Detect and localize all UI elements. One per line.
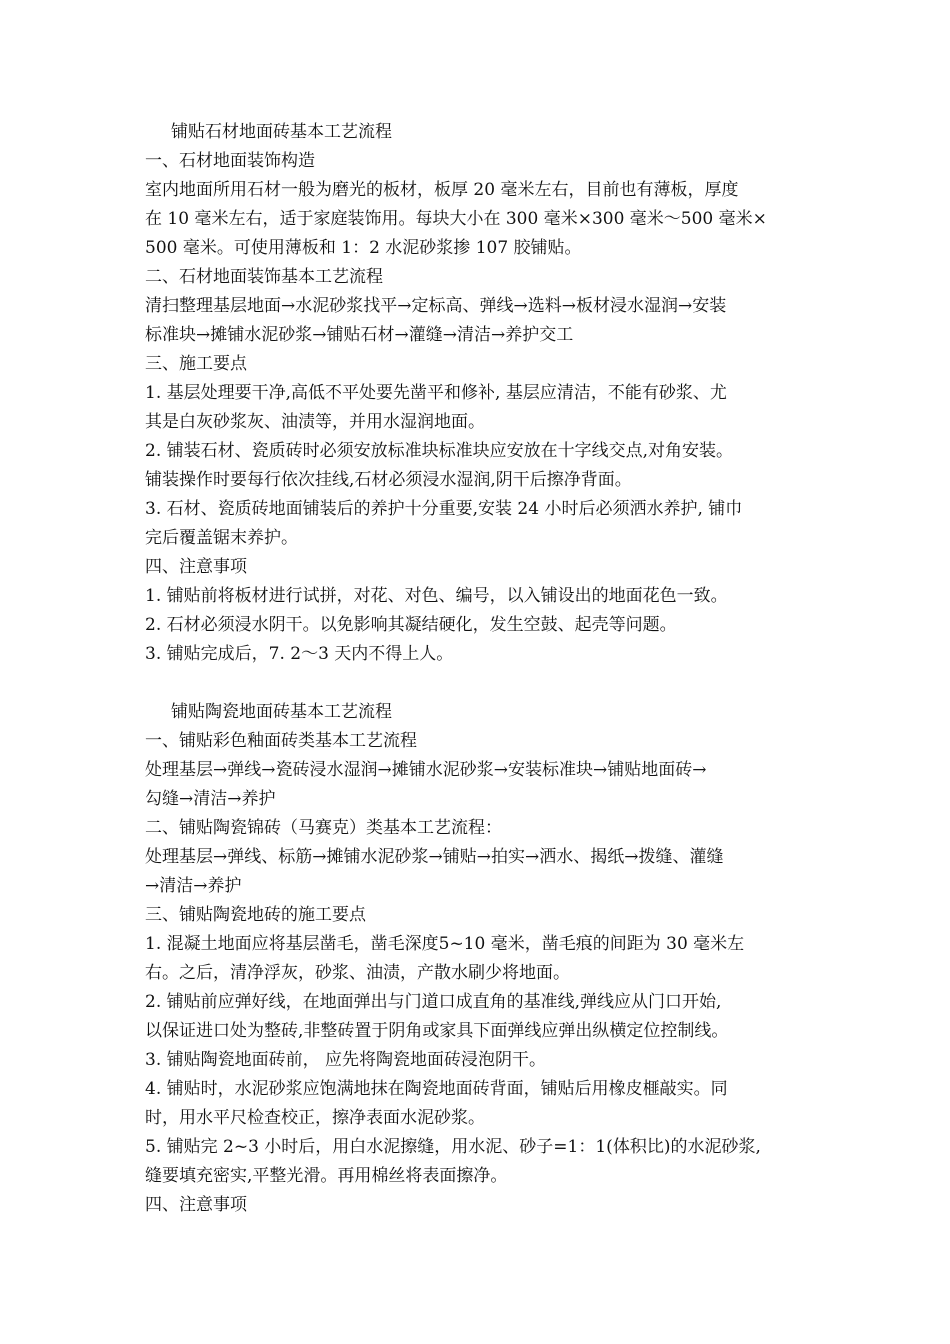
section2-title: 铺贴陶瓷地面砖基本工艺流程 [171,702,392,722]
paragraph-line: 1. 混凝土地面应将基层凿毛，凿毛深度5~10 毫米，凿毛痕的间距为 30 毫米左 [145,934,745,954]
paragraph-line: 以保证进口处为整砖,非整砖置于阴角或家具下面弹线应弹出纵横定位控制线。 [145,1021,729,1041]
paragraph-line: 处理基层→弹线→瓷砖浸水湿润→摊铺水泥砂浆→安装标准块→铺贴地面砖→ [145,760,707,780]
section1-heading-1: 一、石材地面装饰构造 [145,151,315,171]
paragraph-line: 在 10 毫米左右，适于家庭装饰用。每块大小在 300 毫米×300 毫米～500 毫米× [145,209,767,229]
paragraph-line: 标准块→摊铺水泥砂浆→铺贴石材→灌缝→清洁→养护交工 [145,325,574,345]
paragraph-line: 2. 铺装石材、瓷质砖时必须安放标准块标准块应安放在十字线交点,对角安装。 [145,441,734,461]
paragraph-line: 右。之后，清净浮灰，砂浆、油渍，产散水刷少将地面。 [145,963,570,983]
section1-title: 铺贴石材地面砖基本工艺流程 [171,122,392,142]
paragraph-line: 处理基层→弹线、标筋→摊铺水泥砂浆→铺贴→拍实→洒水、揭纸→拨缝、灌缝 [145,847,724,867]
paragraph-line: 4. 铺贴时，水泥砂浆应饱满地抹在陶瓷地面砖背面，铺贴后用橡皮榧敲实。同 [145,1079,728,1099]
paragraph-line: 其是白灰砂浆灰、油渍等，并用水湿润地面。 [145,412,485,432]
paragraph-line: 2. 铺贴前应弹好线，在地面弹出与门道口成直角的基准线,弹线应从门口开始, [145,992,722,1012]
paragraph-line: 完后覆盖锯末养护。 [145,528,298,548]
paragraph-line: 时，用水平尺检查校正，擦净表面水泥砂浆。 [145,1108,485,1128]
paragraph-line: 3. 石材、瓷质砖地面铺装后的养护十分重要,安装 24 小时后必须洒水养护, 铺巾 [145,499,743,519]
section1-heading-4: 四、注意事项 [145,557,247,577]
paragraph-line: 勾缝→清洁→养护 [145,789,276,809]
section1-heading-3: 三、施工要点 [145,354,247,374]
section2-heading-3: 三、铺贴陶瓷地砖的施工要点 [145,905,366,925]
paragraph-line: 3. 铺贴陶瓷地面砖前， 应先将陶瓷地面砖浸泡阴干。 [145,1050,547,1070]
paragraph-line: 1. 基层处理要干净,高低不平处要先凿平和修补, 基层应清洁，不能有砂浆、尤 [145,383,727,403]
section-spacer [145,669,817,698]
paragraph-line: 清扫整理基层地面→水泥砂浆找平→定标高、弹线→选料→板材浸水湿润→安装 [145,296,727,316]
section2-heading-2: 二、铺贴陶瓷锦砖（马赛克）类基本工艺流程： [145,818,502,838]
paragraph-line: 3. 铺贴完成后，7. 2～3 天内不得上人。 [145,644,454,664]
paragraph-line: →清洁→养护 [145,876,242,896]
section2-heading-4: 四、注意事项 [145,1195,247,1215]
section2-heading-1: 一、铺贴彩色釉面砖类基本工艺流程 [145,731,417,751]
paragraph-line: 室内地面所用石材一般为磨光的板材，板厚 20 毫米左右，目前也有薄板，厚度 [145,180,739,200]
document-page [145,118,817,1220]
paragraph-line: 2. 石材必须浸水阴干。以免影响其凝结硬化，发生空鼓、起壳等问题。 [145,615,677,635]
paragraph-line: 500 毫米。可使用薄板和 1：2 水泥砂浆掺 107 胶铺贴。 [145,238,582,258]
paragraph-line: 缝要填充密实,平整光滑。再用棉丝将表面擦净。 [145,1166,508,1186]
paragraph-line: 5. 铺贴完 2~3 小时后，用白水泥擦缝，用水泥、砂子=1：1(体积比)的水泥砂浆, [145,1137,761,1157]
paragraph-line: 铺装操作时要每行依次挂线,石材必须浸水湿润,阴干后擦净背面。 [145,470,632,490]
paragraph-line: 1. 铺贴前将板材进行试拼，对花、对色、编号，以入铺设出的地面花色一致。 [145,586,728,606]
section1-heading-2: 二、石材地面装饰基本工艺流程 [145,267,383,287]
